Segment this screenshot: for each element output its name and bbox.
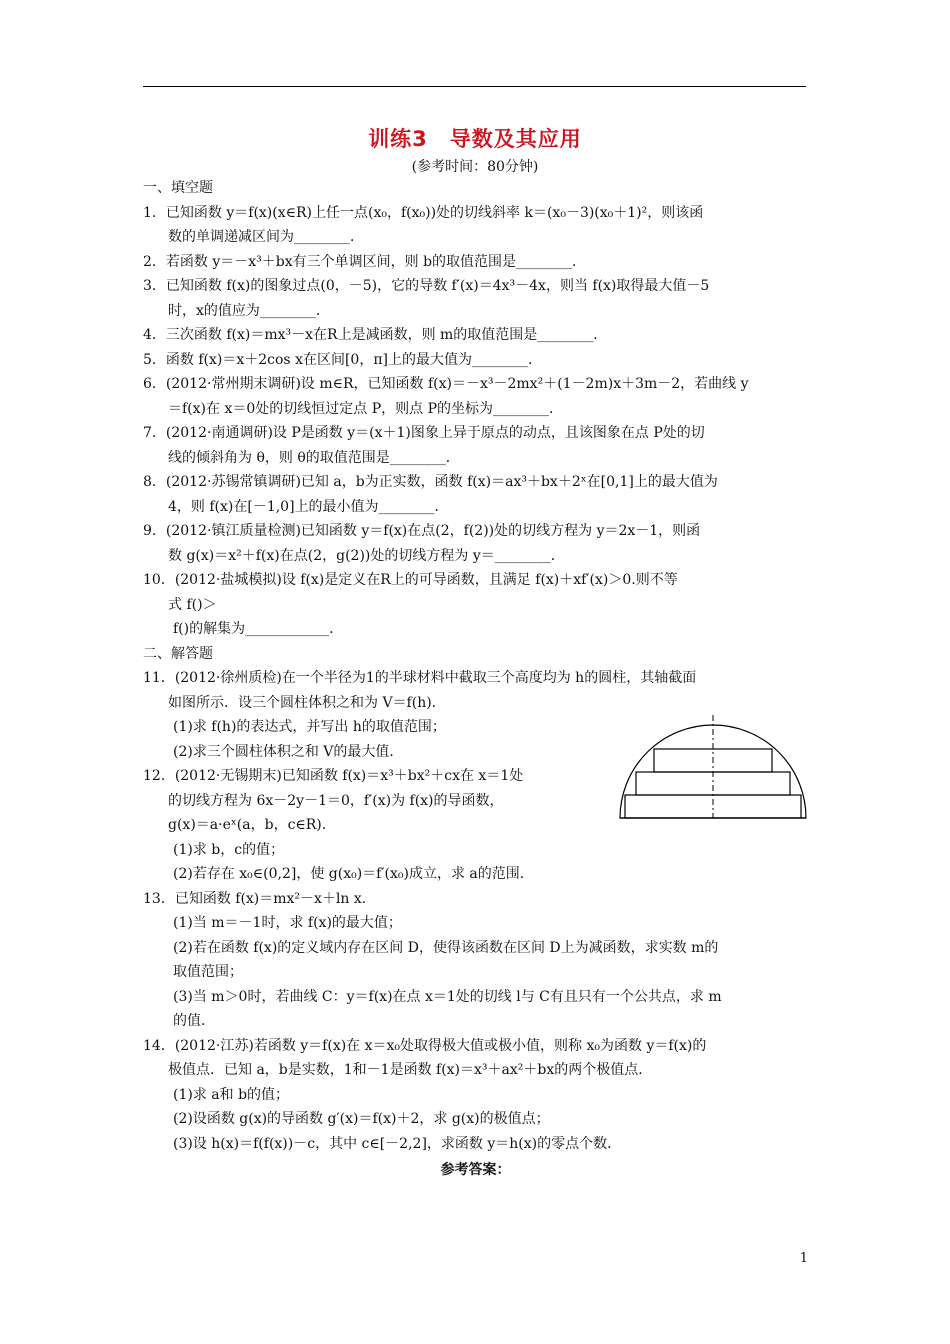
- text-line: 线的倾斜角为 θ，则 θ的取值范围是________．: [168, 449, 460, 466]
- text-line: 的切线方程为 6x－2y－1＝0，f′(x)为 f(x)的导函数，: [168, 792, 504, 809]
- text-line: 9．(2012·镇江质量检测)已知函数 y＝f(x)在点(2，f(2))处的切线方程为 y＝2x－1，则函: [143, 523, 701, 539]
- answers-heading: 参考答案：: [440, 1162, 511, 1178]
- text-line: f()的解集为____________．: [173, 621, 344, 637]
- text-line: 的值．: [173, 1013, 215, 1029]
- hemisphere-cylinders-figure: [619, 713, 807, 819]
- text-line: (3)当 m＞0时，若曲线 C：y＝f(x)在点 x＝1处的切线 l与 C有且只有一个公共点，求 m: [173, 988, 722, 1005]
- text-line: 12．(2012·无锡期末)已知函数 f(x)＝x³＋bx²＋cx在 x＝1处: [143, 768, 524, 784]
- page-title: 训练3 导数及其应用: [368, 127, 582, 151]
- header-rule: [143, 86, 806, 87]
- text-line: 11．(2012·徐州质检)在一个半径为1的半球材料中截取三个高度均为 h的圆柱，其轴截面: [143, 670, 697, 686]
- text-line: 数 g(x)＝x²＋f(x)在点(2，g(2))处的切线方程为 y＝________．: [168, 547, 565, 564]
- text-line: 一、填空题: [143, 180, 213, 196]
- text-line: 3．已知函数 f(x)的图象过点(0，－5)，它的导数 f′(x)＝4x³－4x，则当 f(x)取得最大值－5: [143, 278, 710, 294]
- text-line: 二、解答题: [143, 645, 213, 662]
- text-line: 式 f()＞: [168, 596, 217, 613]
- text-line: g(x)＝a·eˣ(a，b，c∈R)．: [168, 817, 336, 833]
- text-line: (2)求三个圆柱体积之和 V的最大值．: [173, 743, 404, 760]
- text-line: 6．(2012·常州期末调研)设 m∈R，已知函数 f(x)＝－x³－2mx²＋(1－2m)x＋3m－2，若曲线 y: [143, 376, 749, 392]
- page-subtitle: (参考时间：80分钟): [411, 159, 539, 175]
- text-line: 1．已知函数 y＝f(x)(x∈R)上任一点(x₀，f(x₀))处的切线斜率 k＝(x₀－3)(x₀＋1)²，则该函: [143, 204, 704, 221]
- text-line: 如图所示．设三个圆柱体积之和为 V＝f(h)．: [168, 694, 446, 711]
- text-line: (1)求 a和 b的值；: [173, 1086, 290, 1103]
- text-line: ＝f(x)在 x＝0处的切线恒过定点 P，则点 P的坐标为________．: [168, 400, 563, 417]
- page-number: 1: [799, 1251, 808, 1266]
- text-line: (2)设函数 g(x)的导函数 g′(x)＝f(x)＋2，求 g(x)的极值点；: [173, 1111, 550, 1127]
- text-line: (3)设 h(x)＝f(f(x))－c，其中 c∈[－2,2]，求函数 y＝h(x)的零点个数．: [173, 1135, 622, 1152]
- text-line: 取值范围；: [173, 964, 243, 980]
- text-line: 极值点．已知 a，b是实数，1和－1是函数 f(x)＝x³＋ax²＋bx的两个极值点．: [168, 1062, 653, 1078]
- text-line: 14．(2012·江苏)若函数 y＝f(x)在 x＝x₀处取得极大值或极小值，则称 x₀为函数 y＝f(x)的: [143, 1037, 707, 1054]
- text-line: 2．若函数 y＝－x³＋bx有三个单调区间，则 b的取值范围是________．: [143, 253, 587, 270]
- text-line: 5．函数 f(x)＝x＋2cos x在区间[0，π]上的最大值为________．: [143, 351, 542, 368]
- text-line: 7．(2012·南通调研)设 P是函数 y＝(x＋1)图象上异于原点的动点，且该图象在点 P处的切: [143, 425, 705, 441]
- text-line: (1)求 f(h)的表达式，并写出 h的取值范围；: [173, 719, 446, 735]
- text-line: 4，则 f(x)在[－1,0]上的最小值为________．: [168, 498, 449, 515]
- text-line: (1)求 b，c的值；: [173, 841, 285, 858]
- text-line: 数的单调递减区间为________．: [168, 229, 364, 245]
- text-line: 13．已知函数 f(x)＝mx²－x＋ln x.: [143, 890, 367, 907]
- text-line: (2)若存在 x₀∈(0,2]，使 g(x₀)＝f′(x₀)成立，求 a的范围．: [173, 866, 534, 882]
- text-line: (2)若在函数 f(x)的定义域内存在区间 D，使得该函数在区间 D上为减函数，求实数 m的: [173, 939, 719, 956]
- text-line: 8．(2012·苏锡常镇调研)已知 a，b为正实数，函数 f(x)＝ax³＋bx＋2ˣ在[0,1]上的最大值为: [143, 474, 718, 490]
- text-line: 4．三次函数 f(x)＝mx³－x在R上是减函数，则 m的取值范围是________．: [143, 327, 608, 343]
- text-line: 10．(2012·盐城模拟)设 f(x)是定义在R上的可导函数，且满足 f(x)＋xf′(x)＞0.则不等: [143, 572, 678, 588]
- text-line: 时，x的值应为________．: [168, 302, 330, 319]
- text-line: (1)当 m＝－1时，求 f(x)的最大值；: [173, 915, 402, 931]
- problem-list: [143, 176, 808, 1183]
